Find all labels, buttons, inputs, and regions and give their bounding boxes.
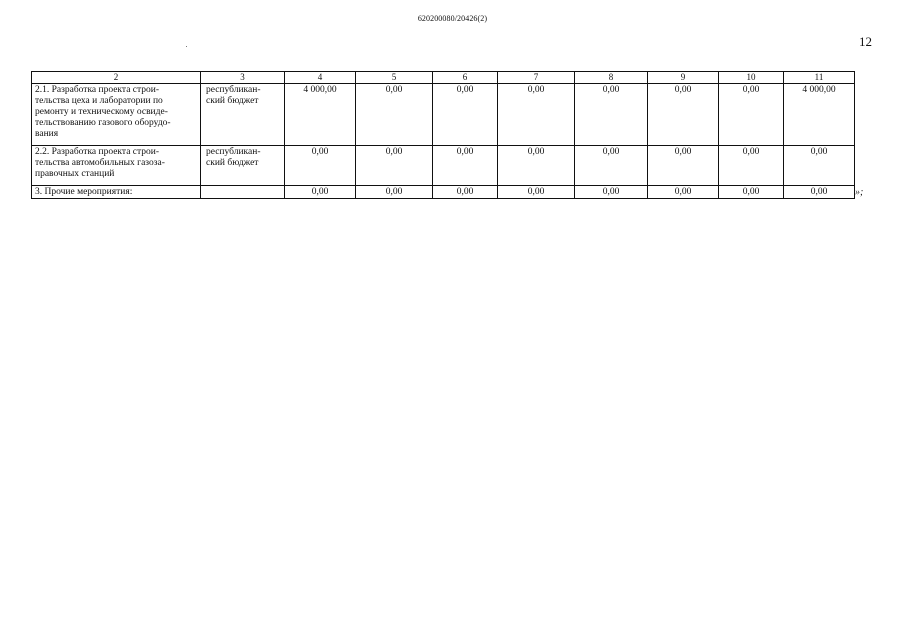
amount-cell: 0,00 [648,146,719,186]
document-id: 620200080/20426(2) [417,14,488,23]
column-header: 6 [433,72,498,84]
measure-name-line: вания [35,129,59,139]
amount-cell: 0,00 [648,84,719,146]
amount-cell: 0,00 [433,146,498,186]
funding-source-line: ский бюджет [206,96,259,106]
table-row [32,146,855,186]
amount-cell: 0,00 [719,186,784,199]
amount-cell: 0,00 [433,84,498,146]
column-header: 11 [784,72,855,84]
funding-source-line: ский бюджет [206,158,259,168]
measure-name-line: тельствованию газового оборудо- [35,118,171,128]
column-header: 8 [575,72,648,84]
amount-cell: 0,00 [719,84,784,146]
measure-name-cell [32,146,201,186]
amount-cell: 0,00 [648,186,719,199]
measure-name-cell [32,84,201,146]
column-header-row [32,72,855,84]
measure-name-cell: 3. Прочие мероприятия: [32,186,201,199]
amount-cell: 0,00 [285,146,356,186]
measure-name-line: 2.1. Разработка проекта строи- [35,85,160,95]
column-header: 3 [201,72,285,84]
amount-cell: 4 000,00 [784,84,855,146]
funding-source-line: республикан- [206,147,261,157]
measure-name-line: тельства цеха и лаборатории по [35,96,163,106]
column-header: 9 [648,72,719,84]
amount-cell: 0,00 [784,146,855,186]
funding-source-cell [201,146,285,186]
column-header: 7 [498,72,575,84]
amount-cell: 0,00 [433,186,498,199]
funding-source-cell [201,84,285,146]
measure-name-line: тельства автомобильных газоза- [35,158,165,168]
table-row [32,84,855,146]
page-number: 12 [859,34,872,49]
amount-cell: 0,00 [784,186,855,199]
amount-cell: 0,00 [356,84,433,146]
column-header: 4 [285,72,356,84]
funding-source-cell [201,186,285,199]
amount-cell: 0,00 [575,84,648,146]
scan-speck [186,46,187,47]
measure-name-line: правочных станций [35,169,115,179]
funding-source-line: республикан- [206,85,261,95]
budget-table [31,71,855,199]
amount-cell: 0,00 [575,186,648,199]
amount-cell: 0,00 [356,146,433,186]
table-row [32,186,855,199]
amount-cell: 0,00 [285,186,356,199]
measure-name-line: 2.2. Разработка проекта строи- [35,147,160,157]
amount-cell: 0,00 [498,84,575,146]
amount-cell: 0,00 [498,146,575,186]
amount-cell: 0,00 [719,146,784,186]
closing-quote-mark: »; [855,187,864,198]
column-header: 10 [719,72,784,84]
amount-cell: 0,00 [356,186,433,199]
amount-cell: 0,00 [498,186,575,199]
amount-cell: 0,00 [575,146,648,186]
column-header: 5 [356,72,433,84]
column-header: 2 [32,72,201,84]
measure-name-line: ремонту и техническому освиде- [35,107,168,117]
amount-cell: 4 000,00 [285,84,356,146]
